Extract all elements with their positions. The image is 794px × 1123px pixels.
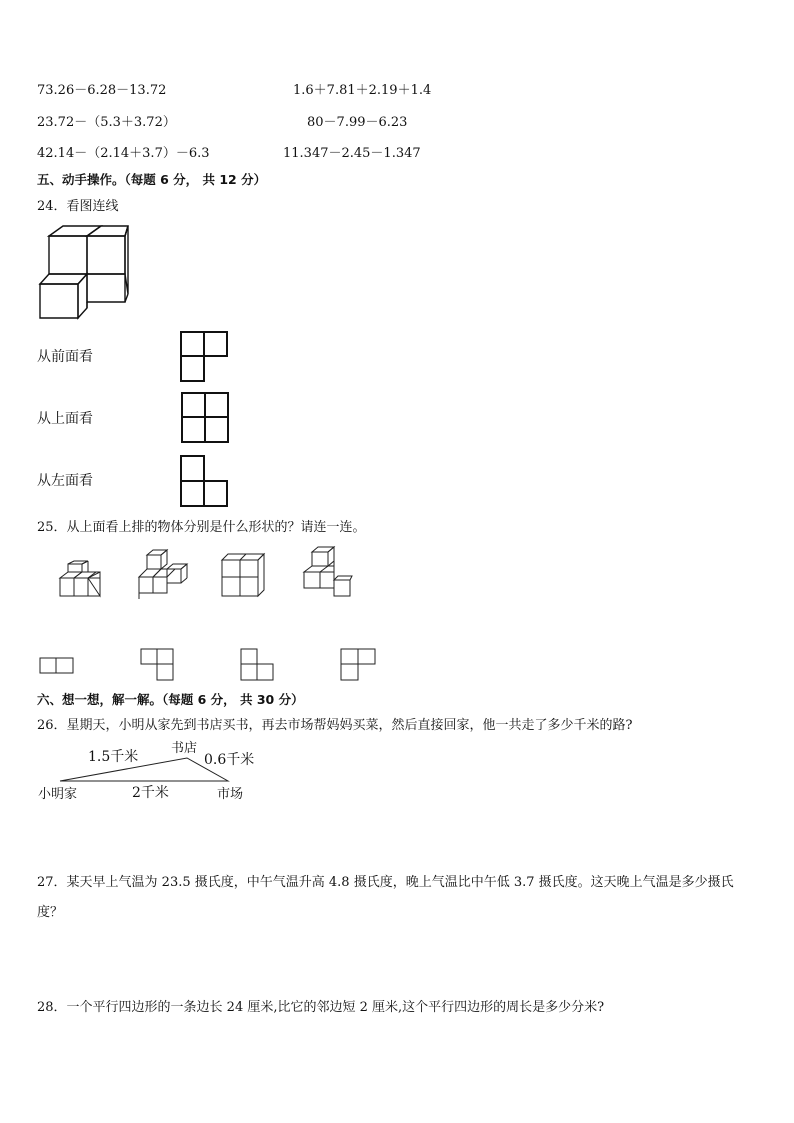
plan-shape-2[interactable] [140, 648, 176, 682]
question-24-title: 24．看图连线 [37, 199, 119, 214]
question-26-title: 26．星期天，小明从家先到书店买书，再去市场帮妈妈买菜，然后直接回家，他一共走了多少千米的路? [37, 718, 633, 733]
plan-shape-3[interactable] [240, 648, 276, 682]
expression-6: 11.347－2.45－1.347 [283, 146, 421, 161]
view-label-left: 从左面看 [37, 473, 93, 489]
question-27-line-2: 度？ [37, 905, 64, 920]
expression-1: 73.26－6.28－13.72 [37, 83, 167, 98]
expression-5: 42.14－（2.14＋3.7）－6.3 [37, 146, 210, 161]
question-28-title: 28．一个平行四边形的一条边长 24 厘米,比它的邻边短 2 厘米,这个平行四边形的周长是多少分米? [37, 1000, 605, 1015]
distance-bookstore-market: 0.6千米 [204, 752, 255, 768]
plan-shape-4[interactable] [340, 648, 378, 682]
expression-3: 23.72－（5.3＋3.72） [37, 115, 176, 130]
question-25-title: 25．从上面看上排的物体分别是什么形状的？请连一连。 [37, 520, 366, 535]
view-shape-b[interactable] [181, 392, 229, 444]
label-bookstore: 书店 [171, 741, 198, 756]
label-market: 市场 [217, 787, 244, 802]
expression-4: 80－7.99－6.23 [307, 115, 408, 130]
solid-3[interactable] [220, 552, 266, 600]
solid-4[interactable] [300, 546, 354, 600]
view-label-front: 从前面看 [37, 349, 93, 365]
distance-home-bookstore: 1.5千米 [88, 749, 139, 765]
view-shape-c[interactable] [180, 455, 229, 508]
solid-2[interactable] [135, 549, 187, 601]
cube-solid-figure [36, 222, 136, 324]
label-home: 小明家 [38, 787, 78, 802]
section-5-title: 五、动手操作。（每题 6 分， 共 12 分） [37, 172, 267, 187]
view-label-top: 从上面看 [37, 411, 93, 427]
solid-1[interactable] [58, 560, 104, 600]
view-shape-a[interactable] [180, 331, 228, 383]
expression-2: 1.6＋7.81＋2.19＋1.4 [293, 83, 432, 98]
distance-home-market: 2千米 [132, 785, 169, 801]
plan-shape-1[interactable] [39, 657, 75, 675]
question-27-line-1: 27．某天早上气温为 23.5 摄氏度，中午气温升高 4.8 摄氏度，晚上气温比中午低 3.7 摄氏度。这天晚上气温是多少摄氏 [37, 875, 734, 890]
section-6-title: 六、想一想，解一解。（每题 6 分， 共 30 分） [37, 692, 304, 707]
